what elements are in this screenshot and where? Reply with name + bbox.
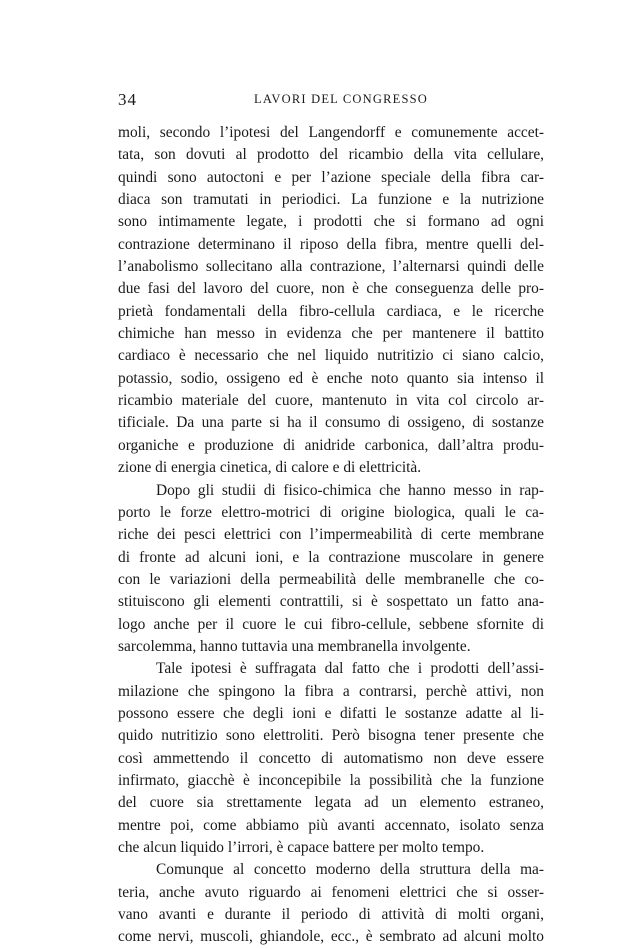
text-line: che alcun liquido l’irrori, è capace battere per molto tempo. — [118, 839, 485, 856]
text-line: organiche e produzione di anidride carbonica, dall’altra produ- — [118, 436, 544, 454]
text-line: teria, anche avuto riguardo ai fenomeni elettrici che si osser- — [118, 883, 544, 901]
text-line: quindi sono autoctoni e per l’azione speciale della fibra car- — [118, 168, 544, 186]
text-line: Comunque al concetto moderno della struttura della ma- — [156, 861, 544, 879]
text-line: zione di energia cinetica, di calore e di elettricità. — [118, 459, 422, 477]
text-line: moli, secondo l’ipotesi del Langendorff e comunemente accet- — [118, 124, 544, 141]
text-line: l’anabolismo sollecitano alla contrazione, l’alternarsi quindi delle — [118, 258, 544, 276]
body-text — [118, 122, 544, 949]
text-line: contrazione determinano il riposo della fibra, mentre quelli del- — [118, 235, 544, 253]
text-line: del cuore sia strettamente legata ad un elemento estraneo, — [118, 794, 544, 812]
text-line: sono intimamente legate, i prodotti che si formano ad ogni — [118, 213, 544, 231]
text-line: di fronte ad alcuni ioni, e la contrazione muscolare in genere — [118, 548, 544, 566]
text-line: chimiche han messo in evidenza che per mantenere il battito — [118, 325, 544, 343]
text-line: tata, son dovuti al prodotto del ricambio della vita cellulare, — [118, 146, 544, 164]
text-line: infirmato, giacchè è inconcepibile la possibilità che la funzione — [118, 771, 544, 789]
running-title: LAVORI DEL CONGRESSO — [253, 92, 428, 106]
text-line: con le variazioni della permeabilità delle membranelle che co- — [118, 570, 544, 588]
text-line: cardiaco è necessario che nel liquido nutritizio ci siano calcio, — [118, 347, 544, 365]
text-line: diaca son tramutati in periodici. La funzione e la nutrizione — [118, 191, 544, 209]
text-line: Dopo gli studii di fisico-chimica che hanno messo in rap- — [156, 481, 544, 499]
text-line: milazione che spingono la fibra a contrarsi, perchè attivi, non — [118, 682, 544, 700]
text-line: mentre poi, come abbiamo più avanti accennato, isolato senza — [118, 816, 544, 834]
text-line: due fasi del lavoro del cuore, non è che conseguenza delle pro- — [118, 280, 544, 298]
text-line: prietà fondamentali della fibro-cellula cardiaca, e le ricerche — [118, 302, 544, 320]
text-line: tificiale. Da una parte si ha il consumo di ossigeno, di sostanze — [118, 414, 544, 432]
page-number: 34 — [118, 90, 137, 109]
text-line: così ammettendo il concetto di automatismo non deve essere — [118, 749, 544, 767]
text-line: quido nutritizio sono elettroliti. Però bisogna tener presente che — [118, 727, 544, 745]
text-line: Tale ipotesi è suffragata dal fatto che i prodotti dell’assi- — [156, 660, 544, 678]
text-line: porto le forze elettro-motrici di origine biologica, quali le ca- — [118, 503, 544, 521]
page-header — [118, 90, 544, 110]
text-line: possono essere che degli ioni e difatti le sostanze adatte al li- — [118, 704, 544, 722]
text-line: ricambio materiale del cuore, mantenuto in vita col circolo ar- — [118, 392, 544, 410]
text-line: sarcolemma, hanno tuttavia una membranella involgente. — [118, 637, 471, 655]
text-line: riche dei pesci elettrici con l’impermeabilità di certe membrane — [118, 526, 544, 544]
text-line: come nervi, muscoli, ghiandole, ecc., è sembrato ad alcuni molto — [118, 928, 544, 946]
text-line: logo anche per il cuore le cui fibro-cellule, sebbene sfornite di — [118, 615, 544, 633]
text-line: stituiscono gli elementi contrattili, si è sospettato un fatto ana- — [118, 593, 544, 611]
text-line: potassio, sodio, ossigeno ed è enche noto quanto sia intenso il — [118, 369, 544, 387]
text-line: vano avanti e durante il periodo di attività di molti organi, — [118, 906, 544, 924]
